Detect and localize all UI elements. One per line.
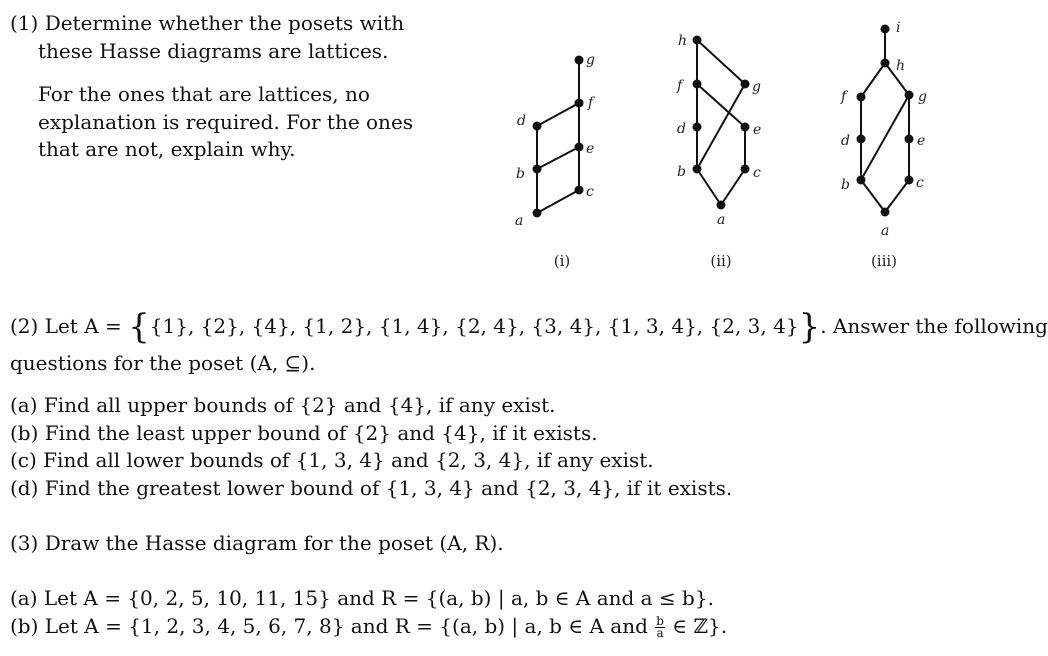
svg-text:g: g [918, 89, 927, 105]
svg-text:f: f [588, 95, 594, 111]
svg-text:a: a [515, 213, 524, 229]
caption-iii: (iii) [870, 252, 898, 270]
node-iii-d [857, 135, 866, 144]
node-iii-f [857, 93, 866, 102]
svg-text:b: b [841, 177, 850, 193]
q1-line2: these Hasse diagrams are lattices. [38, 39, 389, 63]
svg-text:b: b [516, 166, 525, 182]
caption-ii: (ii) [710, 252, 732, 270]
svg-text:e: e [917, 133, 926, 149]
node-ii-a [717, 201, 726, 210]
node-i-b [533, 165, 542, 174]
svg-text:e: e [753, 122, 762, 138]
q2-open-brace: { [128, 307, 150, 347]
q2-part-b: (b) Find the least upper bound of {2} and {4}, if it exists. [10, 421, 598, 445]
svg-text:d: d [517, 113, 526, 129]
svg-text:i: i [896, 20, 901, 36]
node-i-e [575, 143, 584, 152]
q2-line2: questions for the poset (A, ⊆). [10, 351, 316, 375]
caption-i: (i) [553, 252, 571, 270]
node-ii-e [741, 123, 750, 132]
svg-text:c: c [753, 165, 761, 181]
node-iii-g [905, 91, 914, 100]
q3-b-prefix: (b) Let A = {1, 2, 3, 4, 5, 6, 7, 8} and R = {(a, b) | a, b ∈ A and [10, 614, 655, 638]
node-ii-b [693, 165, 702, 174]
node-i-d [533, 122, 542, 131]
fraction-b-over-a [655, 616, 665, 639]
node-ii-c [741, 165, 750, 174]
svg-text:g: g [586, 52, 595, 68]
q2-part-a: (a) Find all upper bounds of {2} and {4}, if any exist. [10, 393, 556, 417]
svg-text:g: g [752, 79, 761, 95]
node-i-g [575, 56, 584, 65]
q2-close-brace: } [798, 307, 821, 347]
node-iii-a [881, 208, 890, 217]
svg-text:c: c [586, 184, 594, 200]
svg-text:e: e [586, 141, 595, 157]
node-i-a [533, 209, 542, 218]
q1-para-line3: that are not, explain why. [38, 137, 296, 161]
node-iii-i [881, 25, 890, 34]
svg-text:b: b [677, 164, 686, 180]
q2-part-c: (c) Find all lower bounds of {1, 3, 4} and {2, 3, 4}, if any exist. [10, 448, 654, 472]
q1-line1: (1) Determine whether the posets with [10, 11, 405, 35]
svg-text:a: a [717, 212, 726, 228]
svg-text:h: h [896, 58, 906, 74]
node-iii-e [905, 135, 914, 144]
svg-text:f: f [677, 78, 683, 94]
svg-text:d: d [841, 133, 850, 149]
q1-para-line1: For the ones that are lattices, no [38, 82, 370, 106]
q2-line1 [10, 307, 1048, 347]
node-ii-h [693, 36, 702, 45]
node-iii-b [857, 176, 866, 185]
q2-set: {1}, {2}, {4}, {1, 2}, {1, 4}, {2, 4}, {3, 4}, {1, 3, 4}, {2, 3, 4} [149, 314, 799, 338]
q1-para-line2: explanation is required. For the ones [38, 110, 414, 134]
q2-suffix: . Answer the following [820, 314, 1048, 338]
q3-part-b [10, 614, 727, 639]
fraction-denominator: a [656, 626, 664, 640]
node-ii-d [693, 123, 702, 132]
svg-text:a: a [881, 223, 890, 239]
svg-text:d: d [677, 121, 686, 137]
q3-title: (3) Draw the Hasse diagram for the poset (A, R). [10, 531, 504, 555]
q2-prefix: (2) Let A = [10, 314, 122, 338]
node-i-c [575, 186, 584, 195]
q3-part-a: (a) Let A = {0, 2, 5, 10, 11, 15} and R = {(a, b) | a, b ∈ A and a ≤ b}. [10, 586, 714, 610]
node-i-f [575, 99, 584, 108]
svg-text:f: f [841, 89, 847, 105]
node-iii-c [905, 176, 914, 185]
fraction-numerator: b [656, 614, 664, 628]
node-ii-f [693, 80, 702, 89]
node-iii-h [881, 59, 890, 68]
node-ii-g [741, 80, 750, 89]
svg-text:c: c [916, 175, 924, 191]
svg-text:h: h [678, 33, 688, 49]
q3-b-suffix: ∈ ℤ}. [665, 614, 728, 638]
q2-part-d: (d) Find the greatest lower bound of {1, 3, 4} and {2, 3, 4}, if it exists. [10, 476, 733, 500]
